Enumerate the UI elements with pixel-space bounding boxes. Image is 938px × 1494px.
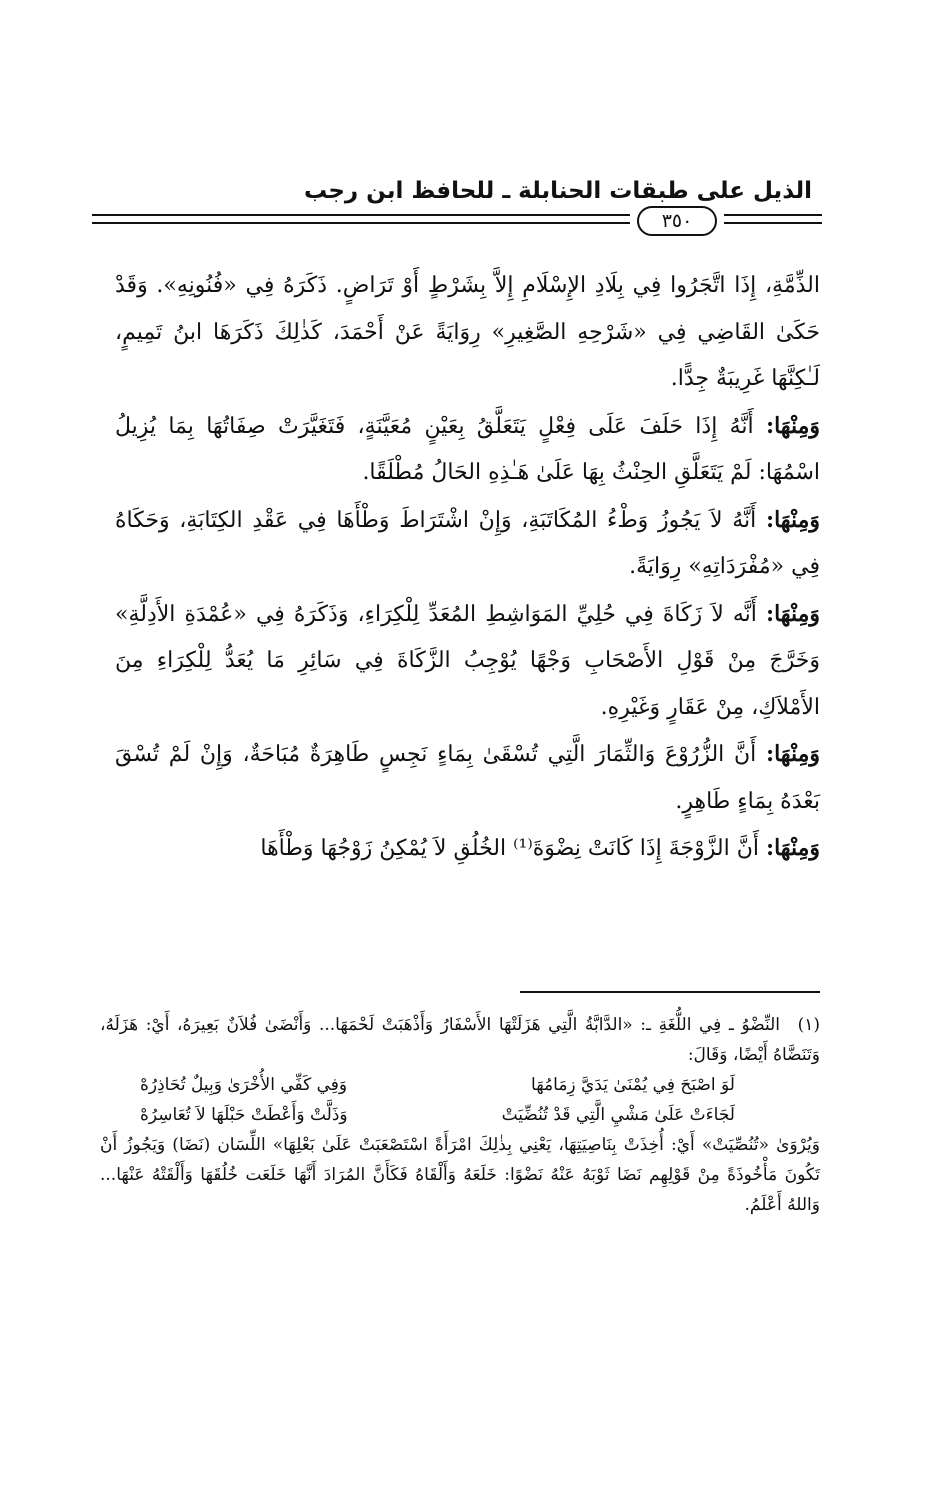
- footnote-outro: وَيُرْوَىٰ «تُنُصِّيَتْ» أَيْ: أُخِذَتْ بِنَاصِيَتِهَا، يَعْنِي بِذٰلِكَ امْرَأَةً اسْتَصْعَبَتْ عَلَىٰ بَعْلِهَا» اللِّسَان (نَضَا) وَيَجُوزُ أَنْ تَكُونَ مَأْخُوذَةً مِنْ قَوْلِهِم نَضَا ثَوْبَهُ عَنْهُ نَضْوًا: خَلَعَهُ وَأَلْقَاهُ فَكَأَنَّ المُرَادَ أَنَّهَا خَلَعَت خُلُقَهَا وَأَلْقَتْهُ عَنْهَا... وَاللهُ أَعْلَمُ.: [100, 1135, 820, 1215]
- paragraph-text: أَنَّه لاَ زَكَاةَ فِي حُلِيِّ المَوَاشِطِ المُعَدِّ لِلْكِرَاءِ، وَذَكَرَهُ فِي «عُمْدَةِ الأَدِلَّةِ» وَخَرَّجَ مِنْ قَوْلِ الأَصْحَابِ وَجْهًا يُوْجِبُ الزَّكَاةَ فِي سَائِرِ مَا يُعَدُّ لِلْكِرَاءِ مِنَ الأَمْلاَكِ، مِنْ عَقَارٍ وَغَيْرِهِ.: [115, 601, 820, 720]
- verse-line: [100, 1070, 820, 1100]
- verse-second-hemistich: وَفِي كَفِّي الأُخْرَىٰ وَبِيلٌ تُحَاذِرُهْ: [140, 1075, 348, 1095]
- header-rule-right-lower: [724, 222, 822, 224]
- header-rule-left: [92, 214, 630, 216]
- verse-line: [100, 1100, 820, 1130]
- header-rule-left-lower: [92, 222, 630, 224]
- paragraph: [115, 591, 820, 732]
- paragraph: [115, 262, 820, 403]
- main-text: [115, 262, 820, 873]
- paragraph-text: أَنَّ الزُّرُوْعَ وَالثِّمَارَ الَّتِي تُسْقَىٰ بِمَاءٍ نَجِسٍ طَاهِرَةٌ مُبَاحَةٌ، وَإِنْ لَمْ تُسْقَ بَعْدَهُ بِمَاءٍ طَاهِرٍ.: [115, 742, 820, 814]
- paragraph-lead: وَمِنْهَا:: [765, 506, 820, 533]
- running-title: الذيل على طبقات الحنابلة ـ للحافظ ابن رجب: [303, 178, 812, 204]
- page-header: [92, 178, 822, 238]
- footnote-separator: [520, 991, 820, 993]
- paragraph-lead: وَمِنْهَا:: [765, 600, 820, 627]
- paragraph-lead: وَمِنْهَا:: [765, 835, 820, 861]
- footnote-intro-text: النِّضْوُ ـ فِي اللُّغَةِ ـ: «الدَّابَّةُ الَّتِي هَزَلَتْهَا الأَسْفَارُ وَأَذْهَبَتْ لَحْمَهَا... وَأَنْضَىٰ فُلاَنٌ بَعِيرَهُ، أَيْ: هَزَلَهُ، وَتَنَضَّاهُ أَيْضًا، وَقَالَ:: [100, 1015, 820, 1065]
- paragraph-lead: وَمِنْهَا:: [765, 741, 820, 767]
- paragraph: [115, 497, 820, 591]
- paragraph: [115, 731, 820, 825]
- verse-first-hemistich: لَوَ اصْبَحَ فِي يُمْنَىٰ يَدَيَّ زِمَامُهَا: [531, 1075, 735, 1095]
- footnote-number: (١): [797, 1015, 820, 1035]
- verse-second-hemistich: وَذَلَّتْ وَأَعْطَتْ حَبْلَهَا لاَ تُعَاسِرُهْ: [140, 1105, 348, 1125]
- page-number: ٣٥٠: [637, 206, 717, 236]
- paragraph-text: أَنَّهُ إِذَا حَلَفَ عَلَى فِعْلٍ يَتَعَلَّقُ بِعَيْنٍ مُعَيَّنَةٍ، فَتَغَيَّرَتْ صِفَاتُهَا بِمَا يُزِيلُ اسْمُهَا: لَمْ يَتَعَلَّقِ الحِنْثُ بِهَا عَلَىٰ هَـٰذِهِ الحَالُ مُطْلَقًا.: [115, 413, 820, 485]
- paragraph-lead: وَمِنْهَا:: [765, 412, 820, 439]
- paragraph: [115, 403, 820, 497]
- footnote-intro: [100, 1010, 820, 1070]
- paragraph-text: أَنَّهُ لاَ يَجُوزُ وَطْءُ المُكَاتَبَةِ، وَإِنْ اشْتَرَاطَ وَطْأَهَا فِي عَقْدِ الكِتَابَةِ، وَحَكَاهُ فِي «مُفْرَدَاتِهِ» رِوَايَةً.: [115, 507, 820, 579]
- verse-first-hemistich: لَجَاءَتْ عَلَىٰ مَشْيِ الَّتِي قَدْ تُنُضِّيَتْ: [501, 1105, 735, 1125]
- footnotes: [100, 1010, 820, 1220]
- header-rule-right: [724, 214, 822, 216]
- paragraph-text: الذِّمَّةِ، إِذَا اتَّجَرُوا فِي بِلَادِ الإِسْلَامِ إِلاَّ بِشَرْطٍ أَوْ تَرَاضٍ. ذَكَرَهُ فِي «فُنُونِهِ». وَقَدْ حَكَىٰ القَاضِي فِي «شَرْحِهِ الصَّغِيرِ» رِوَايَةً عَنْ أَحْمَدَ، كَذٰلِكَ ذَكَرَهَا ابنُ تَمِيمٍ، لَـٰكِنَّهَا غَرِيبَةٌ جِدًّا.: [115, 273, 820, 391]
- paragraph-text: أَنَّ الزَّوْجَةَ إِذَا كَانَتْ نِضْوَةَ⁽¹⁾ الخُلُقِ لاَ يُمْكِنُ زَوْجُهَا وَطْأَهَا: [260, 836, 759, 861]
- paragraph: [115, 825, 820, 873]
